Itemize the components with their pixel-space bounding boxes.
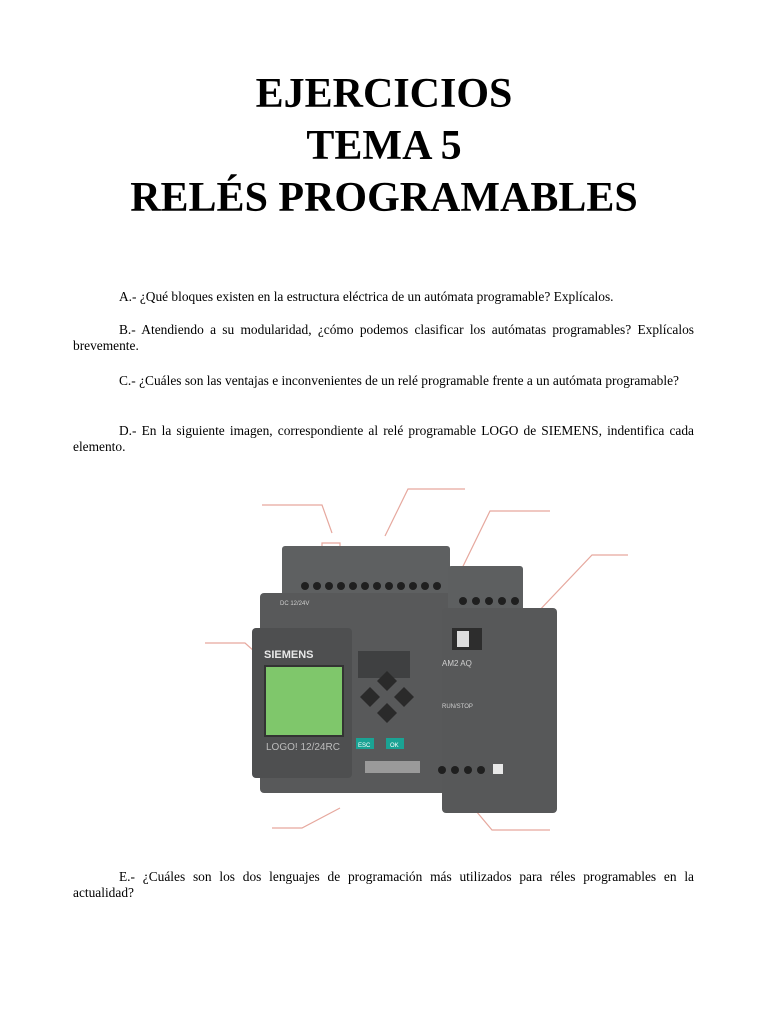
page-title [0, 68, 768, 224]
title-line-2: TEMA 5 [306, 123, 462, 169]
expansion-module [438, 566, 557, 813]
question-a: A.- ¿Qué bloques existen en la estructura eléctrica de un autómata programable? Explícalos. [119, 289, 614, 304]
model-label: LOGO! 12/24RC [266, 742, 340, 753]
title-line-1: EJERCICIOS [255, 71, 513, 117]
lcd-display [265, 666, 343, 736]
main-unit [252, 546, 452, 793]
title-line-3: RELÉS PROGRAMABLES [130, 175, 638, 221]
input-label: DC 12/24V [280, 601, 310, 607]
question-e: E.- ¿Cuáles son los dos lenguajes de programación más utilizados para réles programables en la actualidad? [73, 869, 694, 900]
logo-relay-figure [180, 468, 630, 853]
question-c: C.- ¿Cuáles son las ventajas e inconvenientes de un relé programable frente a un autómata programable? [119, 373, 679, 388]
question-d: D.- En la siguiente imagen, correspondiente al relé programable LOGO de SIEMENS, indentifica cada elemento. [73, 423, 694, 454]
svg-text:ESC: ESC [358, 743, 371, 749]
run-stop-label: RUN/STOP [442, 704, 473, 710]
svg-text:OK: OK [390, 743, 399, 749]
question-b: B.- Atendiendo a su modularidad, ¿cómo podemos clasificar los autómatas programables? Explícalos brevemente. [73, 322, 694, 353]
brand-label: SIEMENS [264, 649, 314, 661]
module-label: AM2 AQ [442, 659, 472, 668]
